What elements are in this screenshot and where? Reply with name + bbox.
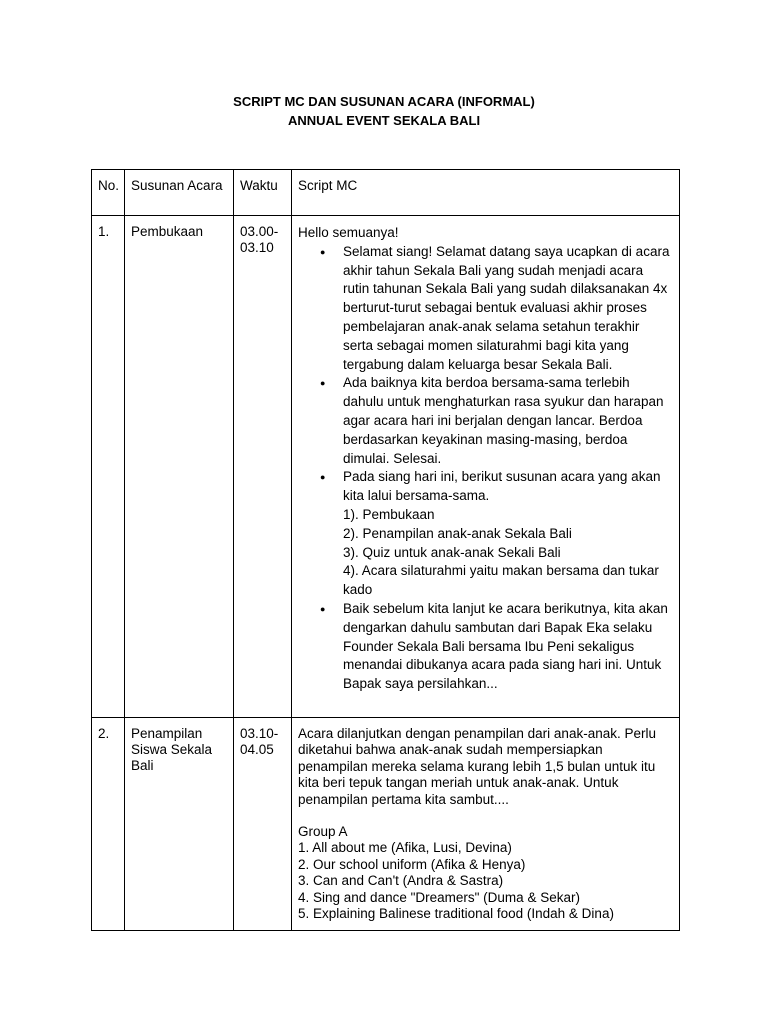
row1-bullet-list [298, 243, 673, 694]
list-item: 1. All about me (Afika, Lusi, Devina) [298, 840, 512, 856]
list-item: ● Ada baiknya kita berdoa bersama-sama terlebih dahulu untuk menghaturkan rasa syukur dan harapan agar acara hari ini berjalan dengan lancar. Berdoa berdasarkan keyakinan masing-masing, berdoa dimulai. Selesai. [298, 374, 673, 468]
header-script-mc: Script MC [292, 170, 680, 216]
agenda-item: 2). Penampilan anak-anak Sekala Bali [343, 525, 572, 541]
row1-no: 1. [92, 216, 125, 718]
row1-susunan: Pembukaan [125, 216, 234, 718]
list-item: ● Baik sebelum kita lanjut ke acara berikutnya, kita akan dengarkan dahulu sambutan dari Bapak Eka selaku Founder Sekala Bali bersama Ibu Peni sekaligus menandai dibukanya acara pada siang hari ini. Untuk Bapak saya persilahkan... [298, 600, 673, 694]
row2-spacer [298, 808, 673, 824]
row2-no: 2. [92, 718, 125, 931]
row2-susunan: Penampilan Siswa Sekala Bali [125, 718, 234, 931]
list-item: 4. Sing and dance "Dreamers" (Duma & Sekar) [298, 889, 580, 905]
list-item: 3. Can and Can't (Andra & Sastra) [298, 873, 504, 889]
table-row [92, 216, 680, 718]
table-row [92, 718, 680, 931]
list-item: 2. Our school uniform (Afika & Henya) [298, 856, 526, 872]
list-item: 5. Explaining Balinese traditional food (Indah & Dina) [298, 906, 614, 922]
list-item: ● Selamat siang! Selamat datang saya ucapkan di acara akhir tahun Sekala Bali yang sudah menjadi acara rutin tahunan Sekala Bali yang sudah dilaksanakan 4x berturut-turut sebagai bentuk evaluasi akhir proses pembelajaran anak-anak selama setahun terakhir serta sebagai momen silaturahmi bagi kita yang tergabung dalam keluarga besar Sekala Bali. [298, 243, 673, 375]
header-no: No. [92, 170, 125, 216]
document-subtitle: ANNUAL EVENT SEKALA BALI [287, 113, 481, 128]
row1-script [292, 216, 680, 718]
script-table [91, 169, 680, 931]
row1-bullet3-text: ● Pada siang hari ini, berikut susunan acara yang akan kita lalui bersama-sama. [343, 469, 661, 504]
header-waktu: Waktu [234, 170, 292, 216]
agenda-item: 3). Quiz untuk anak-anak Sekali Bali [343, 544, 561, 560]
row2-intro: Acara dilanjutkan dengan penampilan dari anak-anak. Perlu diketahui bahwa anak-anak sudah mempersiapkan penampilan mereka selama kurang lebih 1,5 bulan untuk itu kita beri tepuk tangan meriah untuk anak-anak. Untuk penampilan pertama kita sambut.... [298, 726, 656, 807]
table-header-row [92, 170, 680, 216]
row2-script [292, 718, 680, 931]
agenda-item: 1). Pembukaan [343, 506, 435, 522]
row1-greeting: Hello semuanya! [298, 225, 399, 240]
list-item [298, 468, 673, 600]
document-title: SCRIPT MC DAN SUSUNAN ACARA (INFORMAL) [233, 94, 535, 109]
row2-waktu: 03.10-04.05 [234, 718, 292, 931]
header-susunan-acara: Susunan Acara [125, 170, 234, 216]
row1-waktu: 03.00-03.10 [234, 216, 292, 718]
row2-group-label: Group A [298, 824, 348, 840]
agenda-item: 4). Acara silaturahmi yaitu makan bersama dan tukar kado [343, 563, 659, 598]
